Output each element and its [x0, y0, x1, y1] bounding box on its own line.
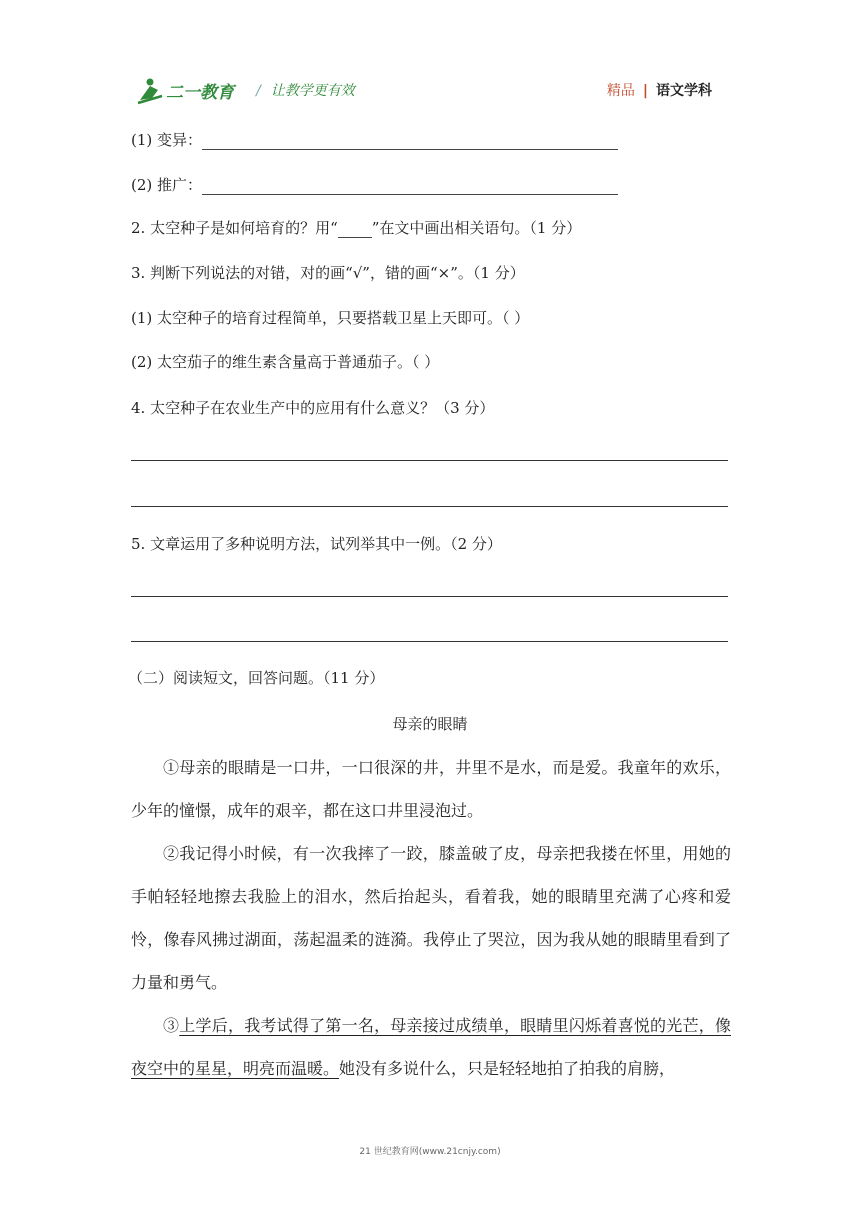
passage-title: 母亲的眼睛: [392, 715, 468, 733]
answer-line-5b[interactable]: [131, 641, 728, 642]
section-heading: （二）阅读短文，回答问题。（11 分）: [128, 669, 385, 687]
footer: 21 世纪教育网(www.21cnjy.com): [359, 1147, 501, 1157]
question-3: 3. 判断下列说法的对错，对的画“√”，错的画“×”。（1 分）: [131, 264, 525, 282]
paragraph-1: ①母亲的眼睛是一口井，一口很深的井，井里不是水，而是爱。我童年的欢乐，少年的憧憬，成年的艰辛，都在这口井里浸泡过。: [131, 758, 731, 820]
question-1-2: [131, 175, 618, 195]
answer-line-4a[interactable]: [131, 460, 728, 461]
question-2-after: ”在文中画出相关语句。（1 分）: [371, 219, 582, 237]
paragraph-3-rest: 她没有多说什么，只是轻轻地拍了拍我的肩膀，: [339, 1059, 676, 1078]
answer-line-4b[interactable]: [131, 506, 728, 507]
question-2-before: 2. 太空种子是如何培育的？用“: [131, 219, 338, 237]
question-3-1: (1) 太空种子的培育过程简单，只要搭载卫星上天即可。（ ）: [131, 309, 530, 327]
brand-subject: 语文学科: [656, 83, 712, 99]
question-3-2: (2) 太空茄子的维生素含量高于普通茄子。（ ）: [131, 353, 440, 371]
question-1-2-label: (2) 推广：: [131, 176, 203, 194]
answer-blank-1-1[interactable]: [202, 135, 618, 150]
paragraph-3-number: ③: [163, 1016, 180, 1035]
slogan: / 让教学更有效: [256, 83, 355, 99]
paragraph-3-underlined: 上学后，我考试得了第一名，母亲接过成绩单，眼睛里闪烁着喜悦的光芒，像夜空中的星星，明亮而温暖。: [131, 1016, 731, 1078]
slogan-text: 让教学更有效: [270, 83, 355, 99]
paragraph-2: ②我记得小时候，有一次我摔了一跤，膝盖破了皮，母亲把我搂在怀里，用她的手帕轻轻地擦去我脸上的泪水，然后抬起头，看着我，她的眼睛里充满了心疼和爱怜，像春风拂过湖面，荡起温柔的涟漪。我停止了哭泣，因为我从她的眼睛里看到了力量和勇气。: [131, 844, 731, 992]
question-2: [131, 218, 581, 238]
paragraph-3: [131, 1004, 731, 1090]
question-5: 5. 文章运用了多种说明方法，试列举其中一例。（2 分）: [131, 535, 502, 553]
page-header: [130, 70, 730, 110]
answer-blank-1-2[interactable]: [202, 180, 618, 195]
passage: [131, 746, 731, 1090]
brand: [607, 80, 712, 100]
brand-quality: 精品: [606, 83, 635, 99]
answer-line-5a[interactable]: [131, 596, 728, 597]
question-1-1: [131, 130, 618, 150]
question-1-1-label: (1) 变异：: [131, 131, 203, 149]
logo-icon: [136, 76, 241, 106]
logo-text: 二一教育: [166, 83, 234, 103]
question-4: 4. 太空种子在农业生产中的应用有什么意义？（3 分）: [131, 399, 495, 417]
brand-separator: |: [642, 83, 648, 99]
underline-sample: [338, 225, 372, 238]
